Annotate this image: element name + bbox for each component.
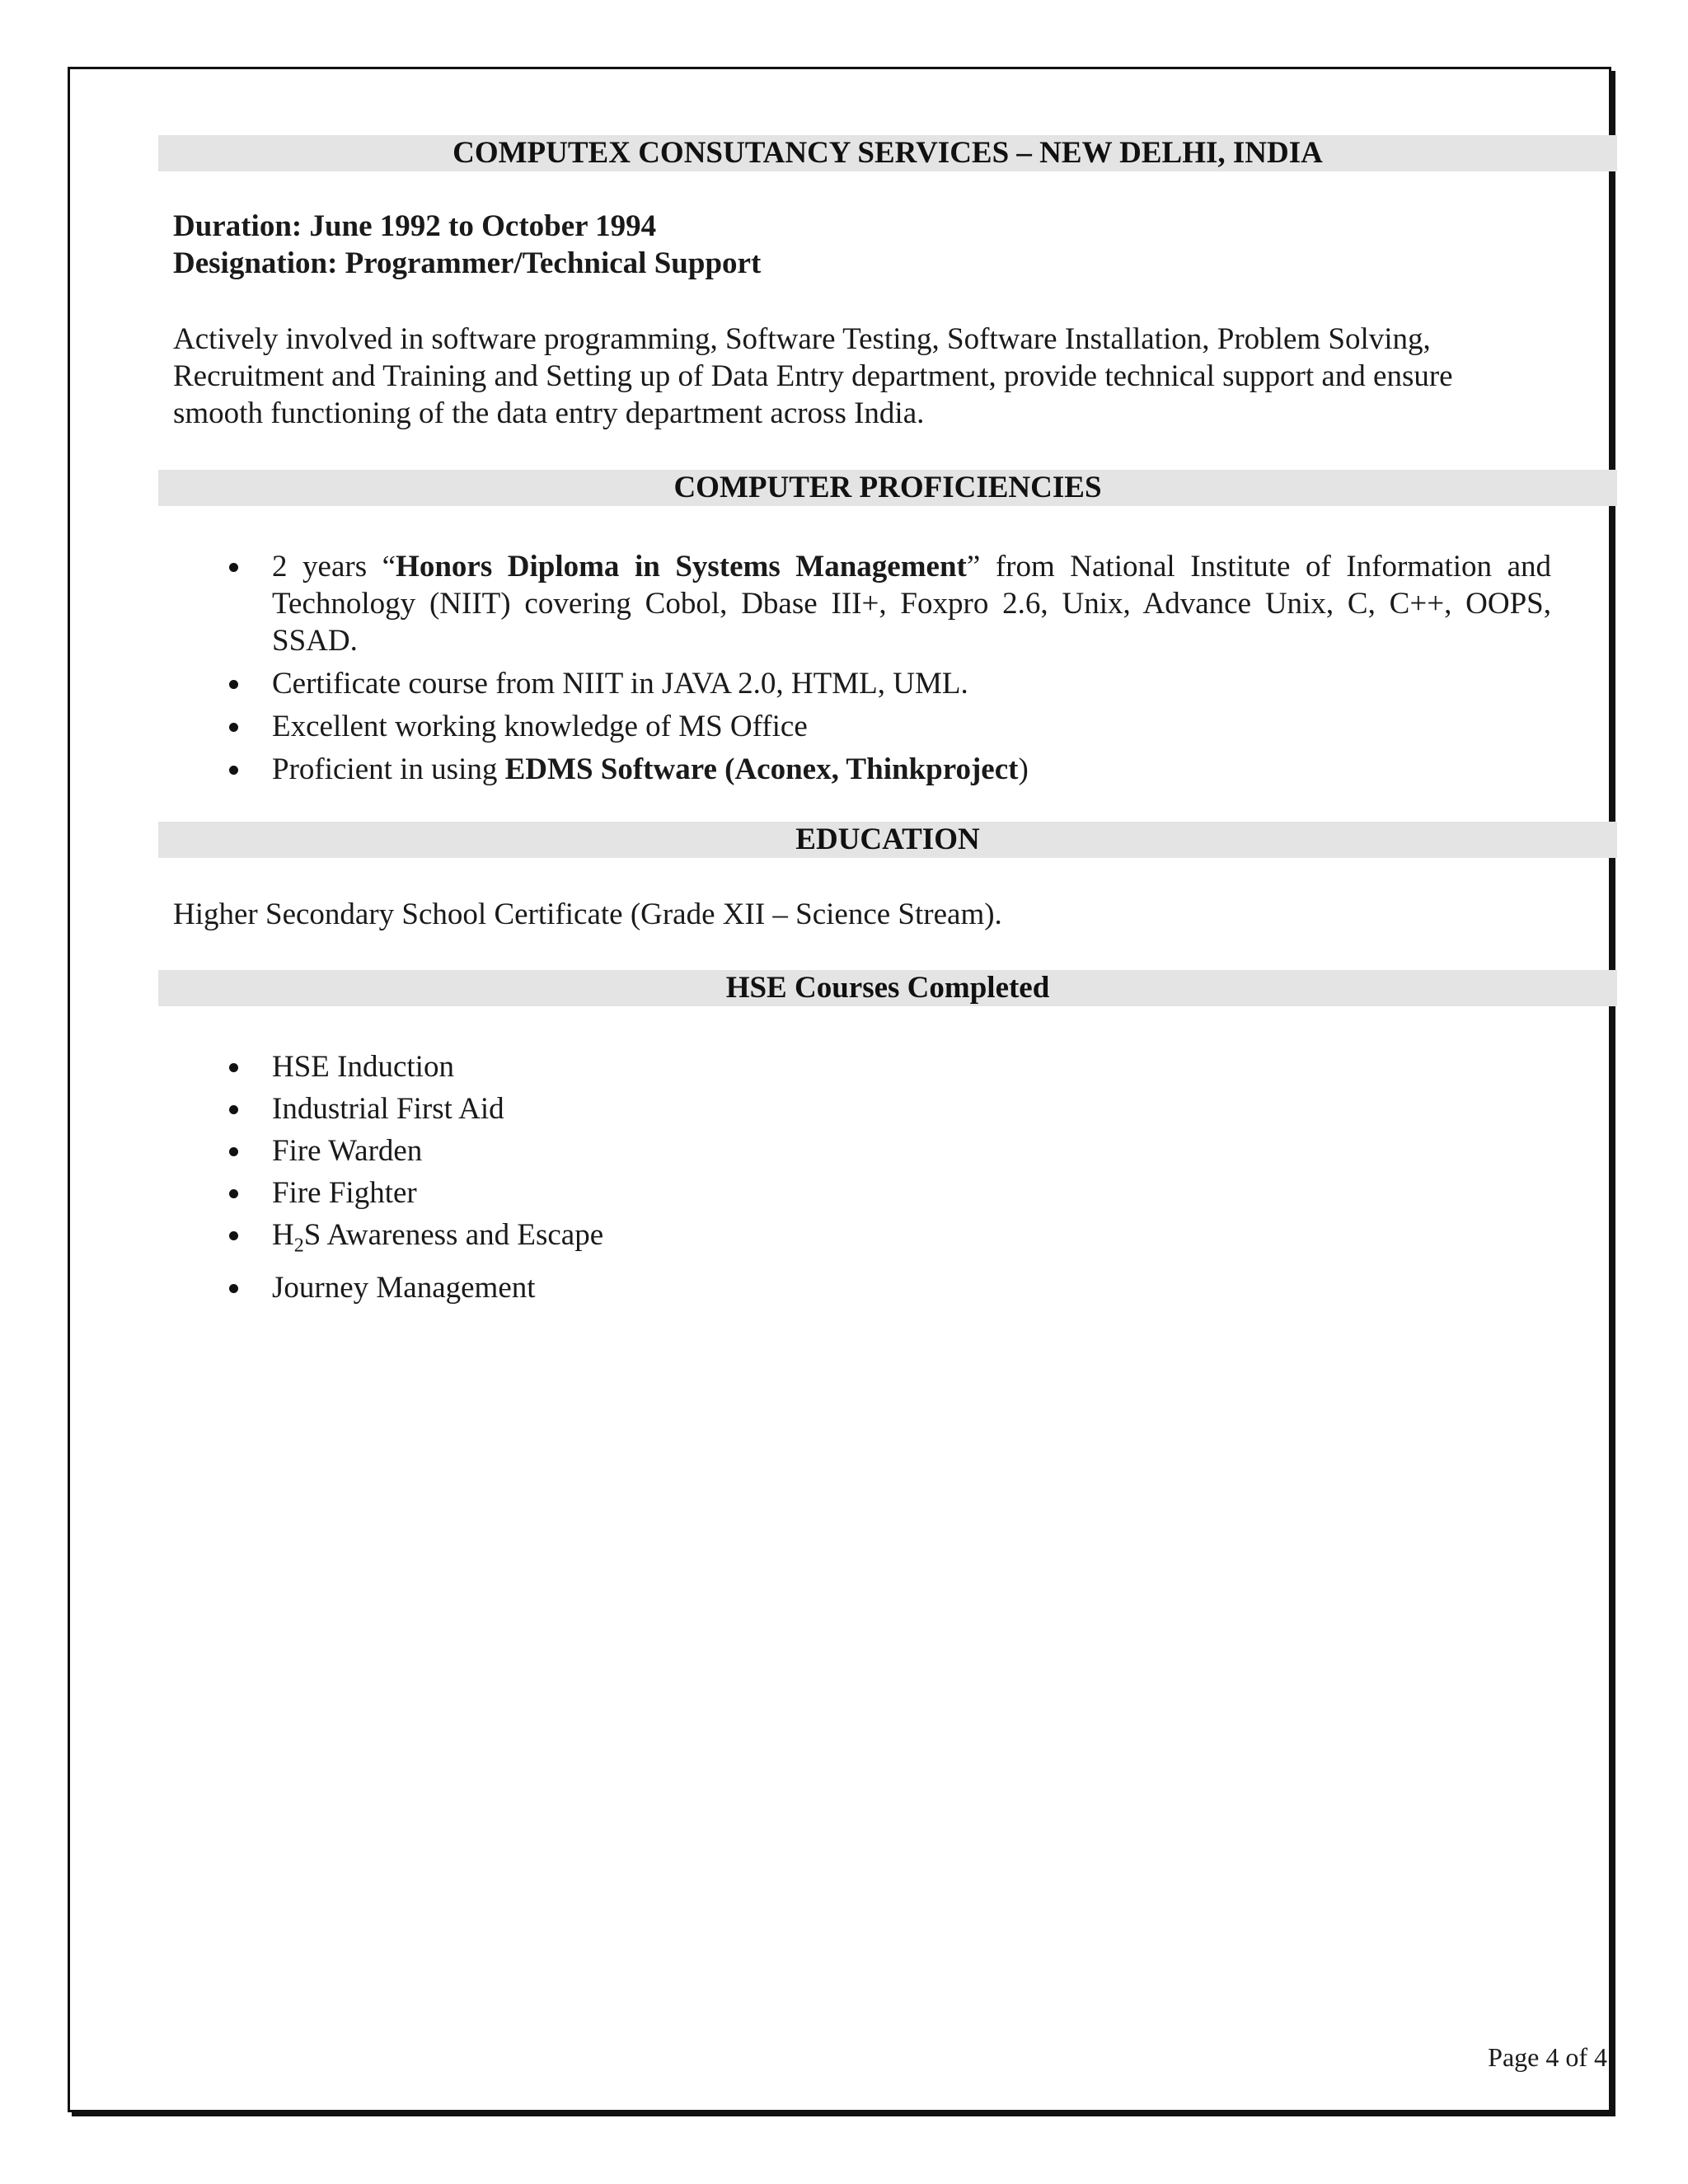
- hse-heading: HSE Courses Completed: [158, 970, 1617, 1006]
- list-item-text: Journey Management: [272, 1271, 536, 1305]
- list-item: [173, 1090, 1551, 1127]
- list-item: [173, 1216, 1551, 1264]
- education-text: Higher Secondary School Certificate (Grade XII – Science Stream).: [173, 898, 1002, 931]
- bullet-icon: [229, 723, 238, 732]
- computex-duration: Duration: June 1992 to October 1994: [173, 209, 657, 243]
- list-item: [173, 548, 1551, 659]
- bullet-icon: [229, 766, 238, 775]
- list-item-text: ” from National Institute of Information and Technology (NIIT) covering Cobol, Dbase III+, Foxpro 2.6, Unix, Advance Unix, C, C++, OOPS, SSAD.: [272, 550, 1551, 658]
- bullet-icon: [229, 1063, 238, 1072]
- list-item-text: Excellent working knowledge of MS Office: [272, 710, 808, 743]
- bullet-icon: [229, 1189, 238, 1198]
- list-item: [173, 665, 1551, 702]
- computex-designation: Designation: Programmer/Technical Support: [173, 246, 762, 280]
- list-item-bold-text: EDMS Software (Aconex, Thinkproject: [504, 752, 1019, 786]
- computex-heading: COMPUTEX CONSUTANCY SERVICES – NEW DELHI, INDIA: [158, 135, 1617, 171]
- bullet-icon: [229, 1147, 238, 1156]
- computex-description: Actively involved in software programming, Software Testing, Software Installation, Problem Solving, Recruitment and Training and Setting up of Data Entry department, provide technical support and ensure smooth functioning of the data entry department across India.: [173, 322, 1453, 430]
- bullet-icon: [229, 563, 238, 572]
- education-heading: EDUCATION: [158, 822, 1617, 858]
- hse-list: [173, 1048, 1551, 1311]
- list-item: [173, 1048, 1551, 1085]
- list-item: [173, 1269, 1551, 1306]
- list-item: [173, 708, 1551, 745]
- proficiencies-list: [173, 548, 1551, 794]
- bullet-icon: [229, 1284, 238, 1293]
- list-item-bold-text: Honors Diploma in Systems Management: [396, 550, 967, 583]
- list-item-text: Certificate course from NIIT in JAVA 2.0, HTML, UML.: [272, 667, 968, 701]
- list-item-text: H: [272, 1218, 294, 1252]
- page-number: Page 4 of 4: [1488, 2042, 1607, 2072]
- list-item: [173, 1132, 1551, 1169]
- list-item-text: ): [1018, 752, 1029, 786]
- bullet-icon: [229, 1231, 238, 1240]
- list-item-text: 2 years “: [272, 550, 396, 583]
- list-item: [173, 1174, 1551, 1212]
- list-item-text: Fire Fighter: [272, 1176, 417, 1210]
- list-item-text: Industrial First Aid: [272, 1092, 504, 1126]
- list-item: [173, 751, 1551, 788]
- list-item-text: Fire Warden: [272, 1134, 423, 1168]
- bullet-icon: [229, 680, 238, 689]
- subscript-text: 2: [293, 1235, 304, 1257]
- bullet-icon: [229, 1105, 238, 1114]
- proficiencies-heading: COMPUTER PROFICIENCIES: [158, 470, 1617, 506]
- list-item-text: Proficient in using: [272, 752, 505, 786]
- list-item-text: HSE Induction: [272, 1050, 454, 1084]
- list-item-text: S Awareness and Escape: [303, 1218, 604, 1252]
